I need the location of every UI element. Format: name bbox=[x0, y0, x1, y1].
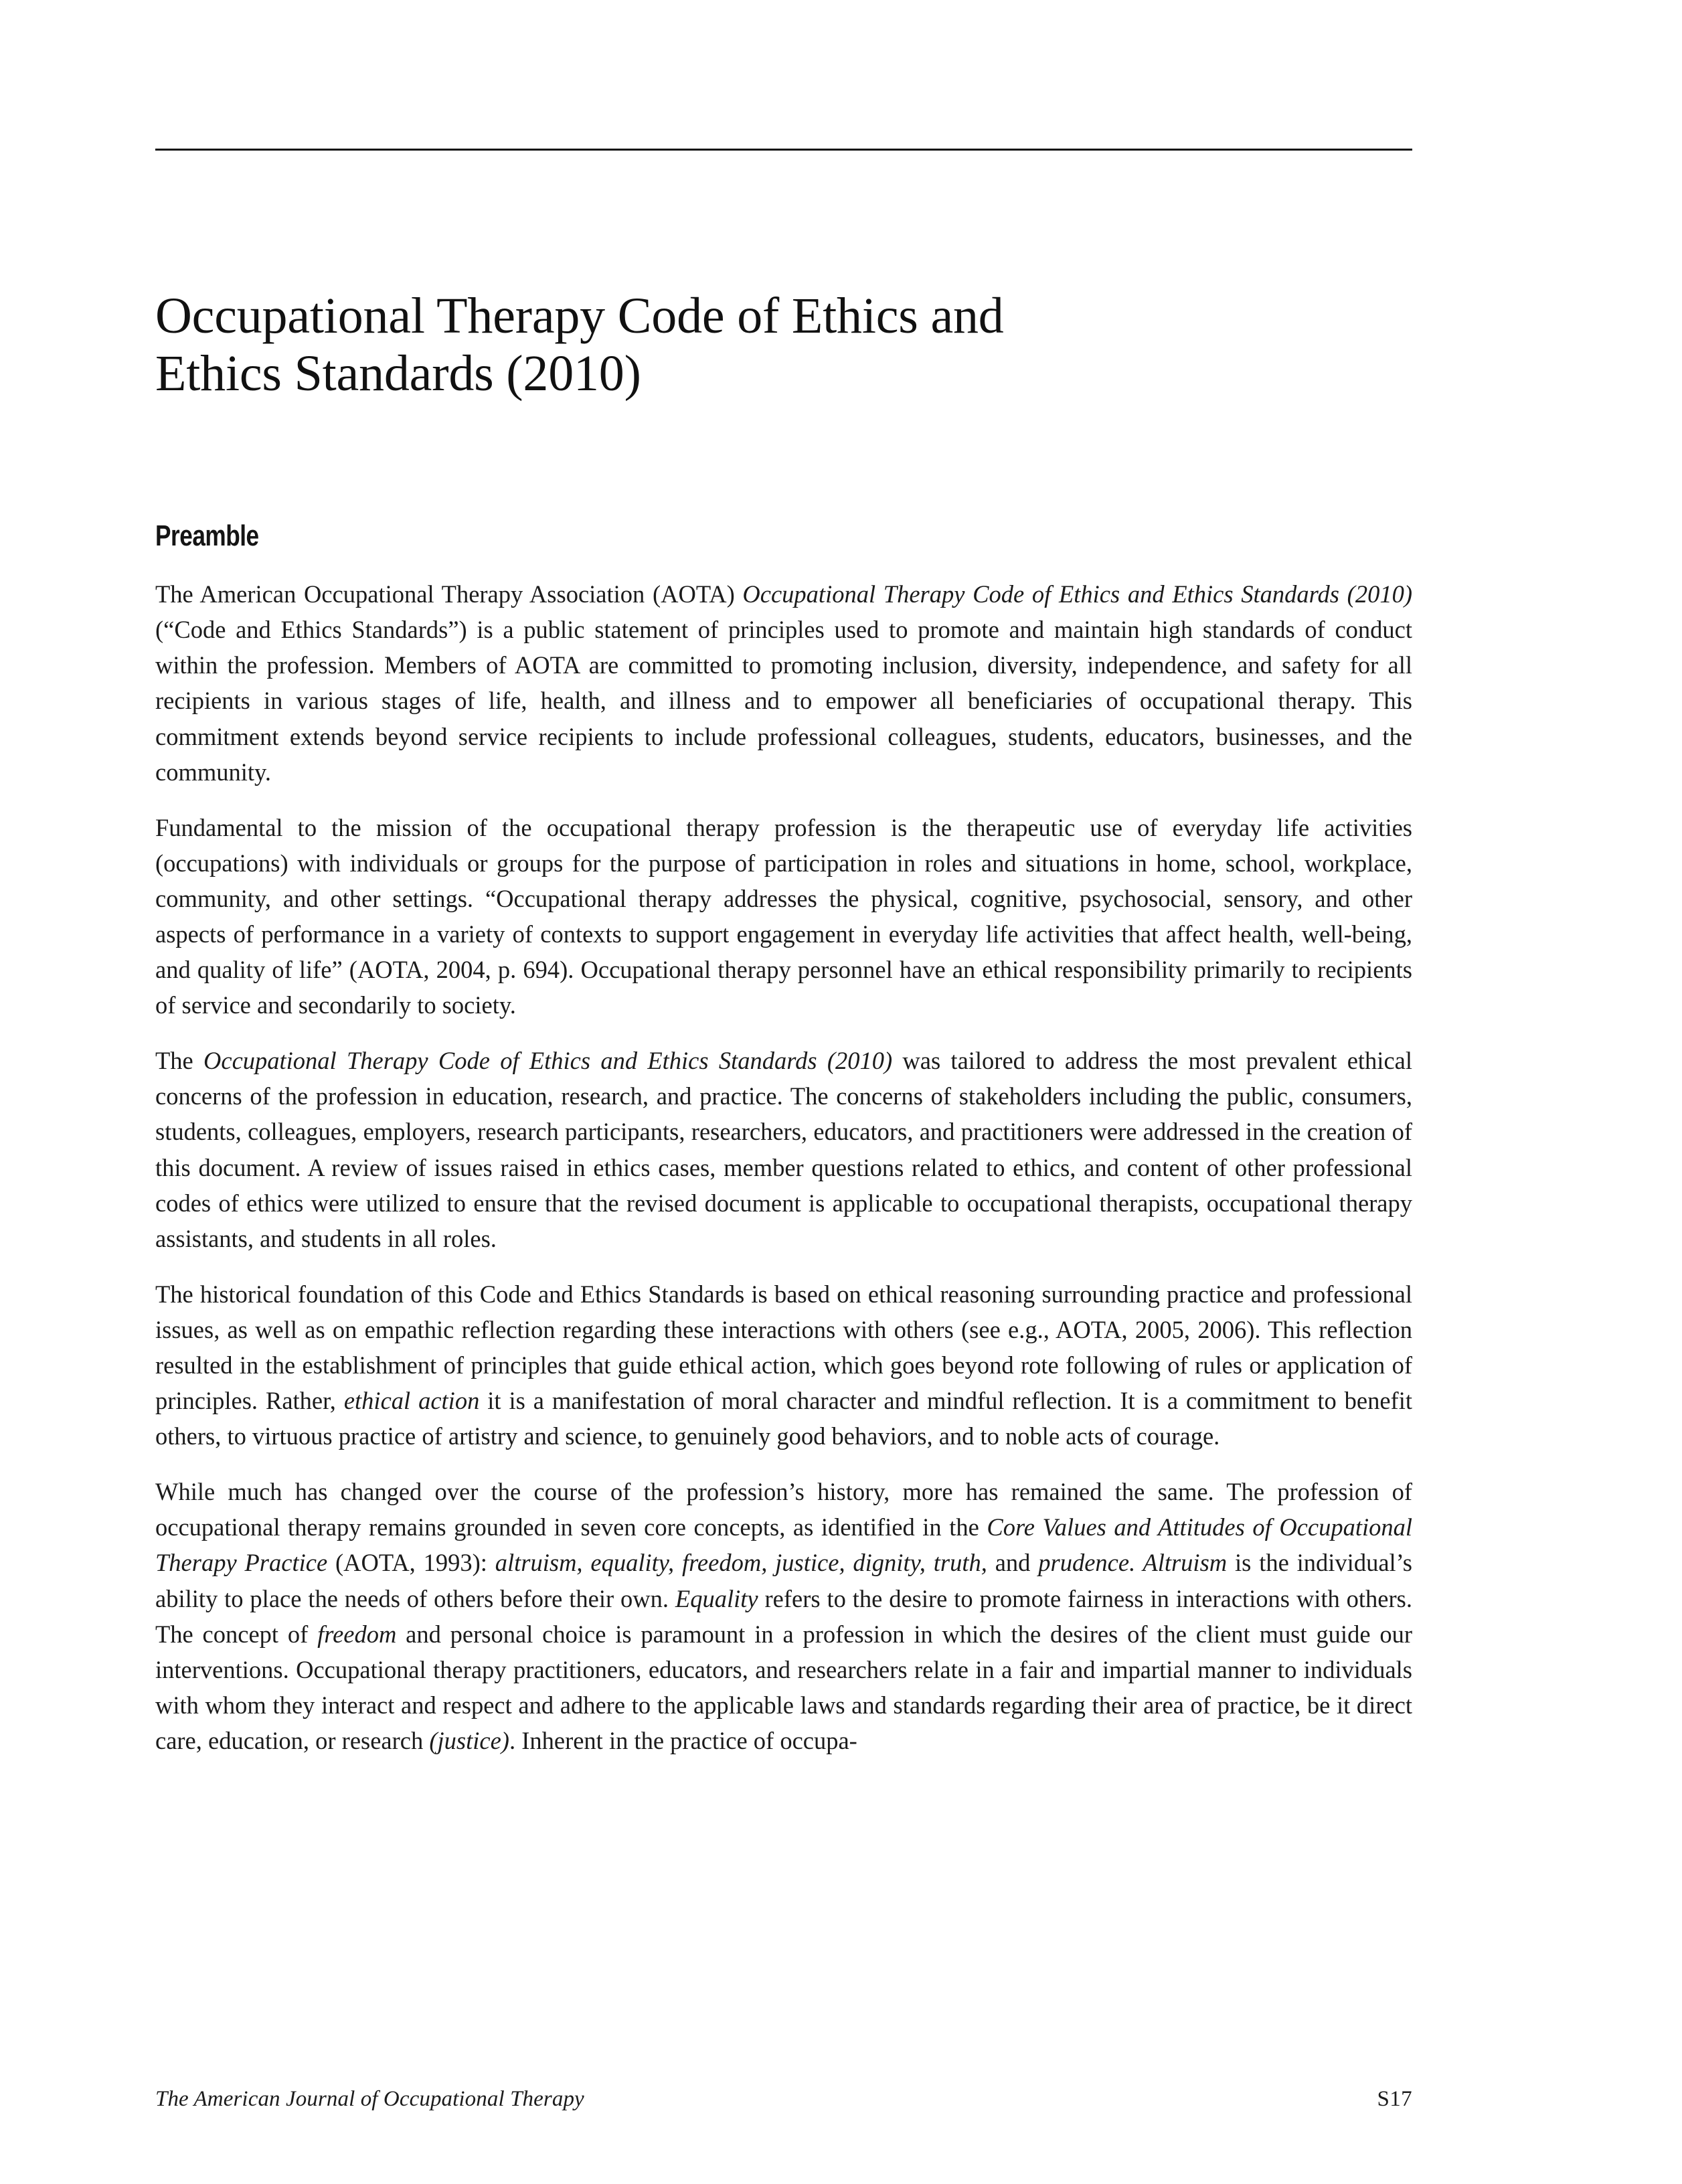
p1-italic-1: Occupational Therapy Code of Ethics and Ethics Standards (2010) bbox=[742, 580, 1412, 608]
paragraph-2 bbox=[155, 810, 1412, 1023]
p5-text-2: (AOTA, 1993): bbox=[327, 1549, 495, 1577]
section-heading-preamble: Preamble bbox=[155, 519, 259, 552]
paragraph-1 bbox=[155, 576, 1412, 790]
p5-text-3: and bbox=[987, 1549, 1039, 1577]
p5-text-5: refers to the desire to promote fairness in interactions with others. The concept of bbox=[155, 1584, 1412, 1648]
p1-text-1: The American Occupational Therapy Association (AOTA) bbox=[155, 580, 743, 608]
page-footer bbox=[155, 2087, 1412, 2112]
p4-text-1: The historical foundation of this Code and Ethics Standards is based on ethical reasoning surrounding practice and professional issues, as well as on empathic reflection regarding these interactions with others (see e.g., AOTA, 2005, 2006). This reflection resulted in the establishment of principles that guide ethical action, which goes beyond rote following of rules or application of principles. Rather, bbox=[155, 1280, 1412, 1415]
page-title-line-2: Ethics Standards (2010) bbox=[155, 345, 641, 402]
p3-italic-1: Occupational Therapy Code of Ethics and Ethics Standards (2010) bbox=[203, 1047, 893, 1075]
p5-italic-1: Core Values and Attitudes of Occupational Therapy Practice bbox=[155, 1513, 1412, 1577]
header-rule bbox=[155, 149, 1412, 151]
p5-italic-4: Equality bbox=[675, 1584, 758, 1612]
p5-text-1: While much has changed over the course of the profession’s history, more has remained the same. The profession of occupational therapy remains grounded in seven core concepts, as identified in the bbox=[155, 1478, 1412, 1541]
p5-italic-6: (justice) bbox=[429, 1726, 509, 1754]
footer-page-number: S17 bbox=[1377, 2087, 1412, 2111]
p5-italic-5: freedom bbox=[317, 1620, 397, 1648]
page-content bbox=[155, 288, 1412, 1758]
footer-journal-name: The American Journal of Occupational Therapy bbox=[155, 2087, 584, 2111]
paragraph-3 bbox=[155, 1043, 1412, 1256]
p5-italic-3: prudence. Altruism bbox=[1038, 1549, 1228, 1577]
p3-text-1: The bbox=[155, 1047, 204, 1075]
page-title-line-1: Occupational Therapy Code of Ethics and bbox=[155, 288, 1004, 344]
p5-text-4: is the individual’s ability to place the needs of others before their own. bbox=[155, 1549, 1413, 1612]
p3-text-2: was tailored to address the most prevalent ethical concerns of the profession in education, research, and practice. The concerns of stakeholders including the public, consumers, students, colleagues, employers, research participants, researchers, educators, and practitioners were addressed in the creation of this document. A review of issues raised in ethics cases, member questions related to ethics, and content of other professional codes of ethics were utilized to ensure that the revised document is applicable to occupational therapists, occupational therapy assistants, and students in all roles. bbox=[155, 1047, 1412, 1252]
paragraph-5 bbox=[155, 1474, 1412, 1758]
paragraph-4 bbox=[155, 1276, 1412, 1454]
p5-text-6: and personal choice is paramount in a profession in which the desires of the client must guide our interventions. Occupational therapy practitioners, educators, and researchers relate in a fair and impartial manner to individuals with whom they interact and respect and adhere to the applicable laws and standards regarding their area of practice, be it direct care, education, or research bbox=[155, 1620, 1412, 1754]
p5-italic-2: altruism, equality, freedom, justice, dignity, truth, bbox=[495, 1549, 987, 1577]
preamble-heading-wrap bbox=[155, 520, 1412, 552]
p4-text-2: it is a manifestation of moral character and mindful reflection. It is a commitment to benefit others, to virtuous practice of artistry and science, to genuinely good behaviors, and to noble acts of courage. bbox=[155, 1387, 1412, 1450]
p5-text-7: . Inherent in the practice of occupa- bbox=[509, 1726, 857, 1754]
p2-text: Fundamental to the mission of the occupational therapy profession is the therapeutic use of everyday life activities (occupations) with individuals or groups for the purpose of participation in roles and situations in home, school, workplace, community, and other settings. “Occupational therapy addresses the physical, cognitive, psychosocial, sensory, and other aspects of performance in a variety of contexts to support engagement in everyday life activities that affect health, well-being, and quality of life” (AOTA, 2004, p. 694). Occupational therapy personnel have an ethical responsibility primarily to recipients of service and secondarily to society. bbox=[155, 813, 1412, 1019]
page-title bbox=[155, 288, 1293, 403]
p4-italic-1: ethical action bbox=[343, 1387, 480, 1415]
p1-text-2: (“Code and Ethics Standards”) is a public statement of principles used to promote and maintain high standards of conduct within the profession. Members of AOTA are committed to promoting inclusion, diversity, independence, and safety for all recipients in various stages of life, health, and illness and to empower all beneficiaries of occupational therapy. This commitment extends beyond service recipients to include professional colleagues, students, educators, businesses, and the community. bbox=[155, 616, 1412, 786]
